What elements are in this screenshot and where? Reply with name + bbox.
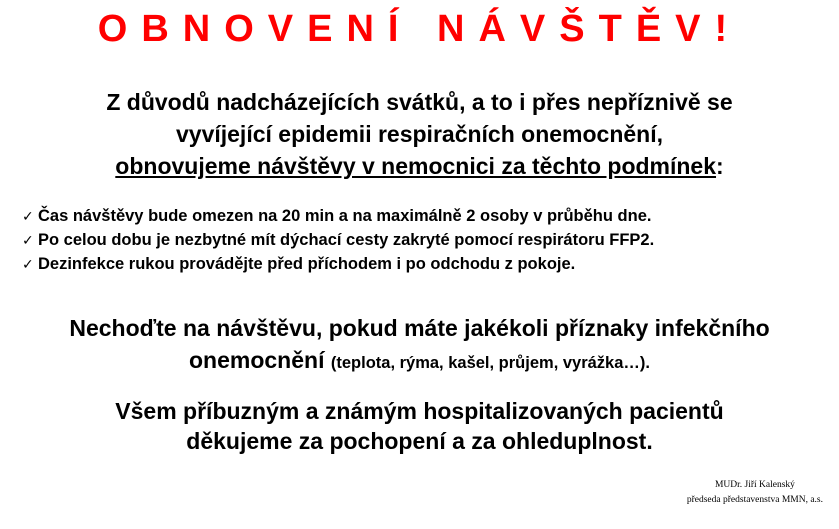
warning-paragraph (0, 312, 839, 379)
condition-text: Po celou dobu je nezbytné mít dýchací cesty zakryté pomocí respirátoru FFP2. (38, 231, 655, 249)
thanks-line-1: Všem příbuzným a známým hospitalizovaných pacientů (115, 398, 724, 424)
condition-item (22, 253, 832, 277)
intro-line-3-underlined: obnovujeme návštěvy v nemocnici za těchto podmínek (115, 153, 717, 179)
notice-title: OBNOVENÍ NÁVŠTĚV! (97, 8, 742, 50)
symptoms-list: (teplota, rýma, kašel, průjem, vyrážka…). (330, 354, 650, 372)
intro-paragraph (0, 86, 839, 182)
intro-line-1: Z důvodů nadcházejících svátků, a to i přes nepříznivě se (106, 89, 733, 115)
signature-role: předseda představenstva MMN, a.s. (686, 495, 823, 505)
warning-line-2-main: onemocnění (189, 347, 325, 373)
intro-line-3-colon: : (716, 153, 724, 179)
intro-line-3 (0, 150, 839, 182)
condition-item (22, 229, 832, 253)
check-icon: ✓ (22, 233, 34, 249)
condition-text: Čas návštěvy bude omezen na 20 min a na maximálně 2 osoby v průběhu dne. (38, 207, 652, 225)
check-icon: ✓ (22, 257, 34, 273)
signature-name: MUDr. Jiří Kalenský (714, 480, 795, 490)
signature (687, 478, 823, 508)
warning-line-1: Nechoďte na návštěvu, pokud máte jakékoli příznaky infekčního (69, 315, 770, 341)
condition-text: Dezinfekce rukou provádějte před příchodem i po odchodu z pokoje. (38, 255, 576, 273)
check-icon: ✓ (22, 209, 34, 225)
conditions-list (22, 205, 832, 277)
condition-item (22, 205, 832, 229)
thanks-paragraph (0, 396, 839, 456)
intro-line-2: vyvíjející epidemii respiračních onemocnění, (175, 121, 664, 147)
thanks-line-2: děkujeme za pochopení a za ohleduplnost. (186, 428, 653, 454)
warning-line-2 (0, 344, 839, 379)
